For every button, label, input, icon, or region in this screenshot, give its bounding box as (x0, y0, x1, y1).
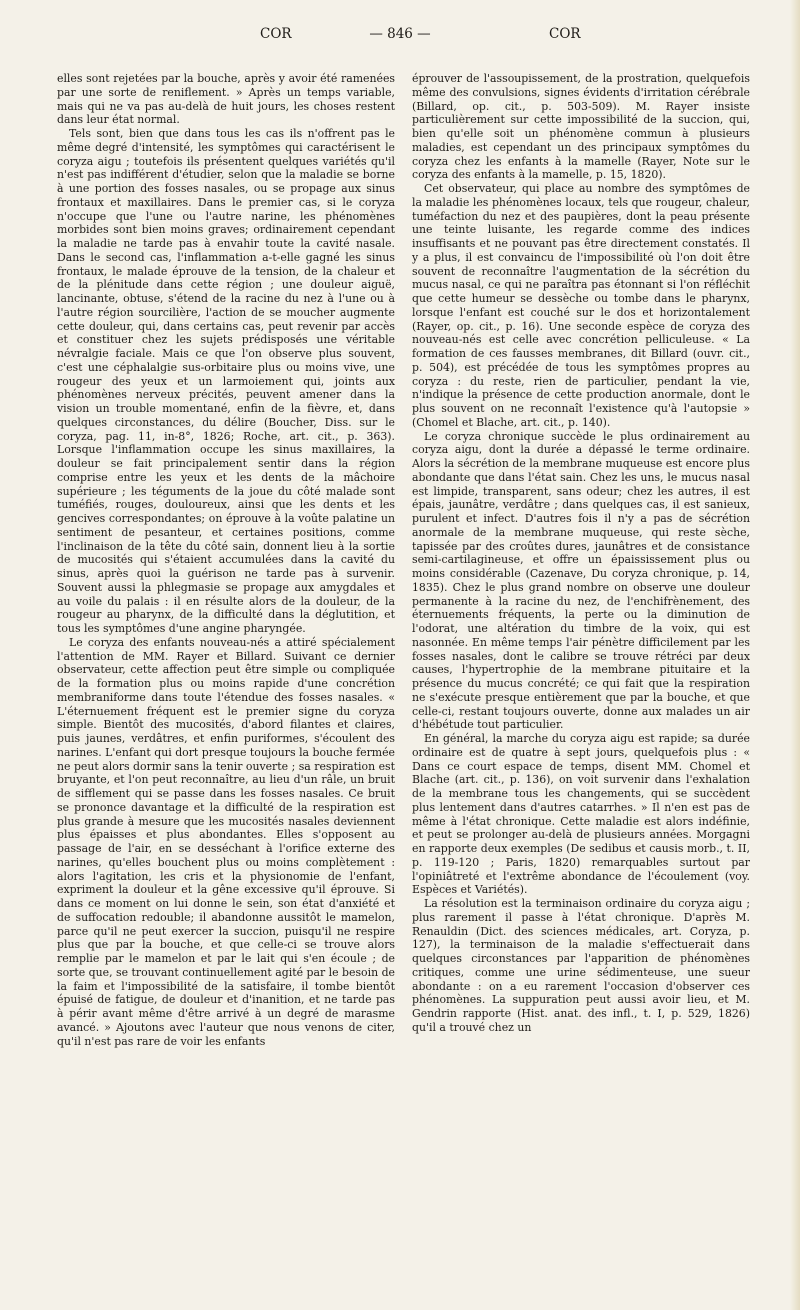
left-column (57, 72, 395, 1048)
header-left-word: COR (260, 26, 292, 42)
right-column (412, 72, 750, 1035)
paragraph: éprouver de l'assoupissement, de la prostration, quelquefois même des convulsions, signes évidents d'irritation cérébrale (Billard, op. cit., p. 503-509). M. Rayer insiste particulièrement sur cette impossibilité de la succion, qui, bien qu'elle soit un phénomène commun à plusieurs maladies, est cependant un des principaux symptômes du coryza chez les enfants à la mamelle (Rayer, Note sur le coryza des enfants à la mamelle, p. 15, 1820). (412, 72, 750, 182)
page-edge-shadow (790, 0, 800, 1310)
paragraph: Le coryza chronique succède le plus ordinairement au coryza aigu, dont la durée a dépassé le terme ordinaire. Alors la sécrétion de la membrane muqueuse est encore plus abondante que dans l'état sain. Chez les uns, le mucus nasal est limpide, transparent, sans odeur; chez les autres, il est épais, jaunâtre, verdâtre ; dans quelques cas, il est sanieux, purulent et infect. D'autres fois il n'y a pas de sécrétion anormale de la membrane muqueuse, qui reste sèche, tapissée par des croûtes dures, jaunâtres et de consistance semi-cartilagineuse, et offre un épaississement plus ou moins considérable (Cazenave, Du coryza chronique, p. 14, 1835). Chez le plus grand nombre on observe une douleur permanente à la racine du nez, de l'enchifrènement, des éternuements fréquents, la perte ou la diminution de l'odorat, une altération du timbre de la voix, qui est nasonnée. En même temps l'air pénètre difficilement par les fosses nasales, dont le calibre se trouve rétréci par deux causes, l'hypertrophie de la membrane pituitaire et la présence du mucus concrété; ce qui fait que la respiration ne s'exécute presque entièrement que par la bouche, et que celle-ci, restant toujours ouverte, donne aux malades un air d'hébétude tout particulier. (412, 429, 750, 732)
paragraph: La résolution est la terminaison ordinaire du coryza aigu ; plus rarement il passe à l'état chronique. D'après M. Renauldin (Dict. des sciences médicales, art. Coryza, p. 127), la terminaison de la maladie s'effectuerait dans quelques circonstances par l'apparition de phénomènes critiques, comme une urine sédimenteuse, une sueur abondante : on a eu rarement l'occasion d'observer ces phénomènes. La suppuration peut aussi avoir lieu, et M. Gendrin rapporte (Hist. anat. des infl., t. I, p. 529, 1826) qu'il a trouvé chez un (412, 897, 750, 1034)
paragraph: Cet observateur, qui place au nombre des symptômes de la maladie les phénomènes locaux, tels que rougeur, chaleur, tuméfaction du nez et des paupières, dont la peau présente une teinte luisante, les regarde comme des indices insuffisants et ne pouvant pas être directement constatés. Il y a plus, il est convaincu de l'impossibilité où l'on doit être souvent de reconnaître l'augmentation de la sécrétion du mucus nasal, ce qui ne paraîtra pas étonnant si l'on réfléchit que cette humeur se dessèche ou tombe dans le pharynx, lorsque l'enfant est couché sur le dos et horizontalement (Rayer, op. cit., p. 16). Une seconde espèce de coryza des nouveau-nés est celle avec concrétion pelliculeuse. « La formation de ces fausses membranes, dit Billard (ouvr. cit., p. 504), est précédée de tous les symptômes propres au coryza : du reste, rien de particulier, pendant la vie, n'indique la présence de cette production anormale, dont le plus souvent on ne reconnaît l'existence qu'à l'autopsie » (Chomel et Blache, art. cit., p. 140). (412, 182, 750, 429)
running-header (0, 26, 800, 50)
paragraph: elles sont rejetées par la bouche, après y avoir été ramenées par une sorte de reniflement. » Après un temps variable, mais qui ne va pas au-delà de huit jours, les choses restent dans leur état normal. (57, 72, 395, 127)
page-number: — 846 — (369, 26, 431, 42)
paragraph: Tels sont, bien que dans tous les cas ils n'offrent pas le même degré d'intensité, les symptômes qui caractérisent le coryza aigu ; toutefois ils présentent quelques variétés qu'il n'est pas indifférent d'étudier, selon que la maladie se borne à une portion des fosses nasales, ou se propage aux sinus frontaux et maxillaires. Dans le premier cas, si le coryza n'occupe que l'une ou l'autre narine, les phénomènes morbides sont bien moins graves; ordinairement cependant la maladie ne tarde pas à envahir toute la cavité nasale. Dans le second cas, l'inflammation a-t-elle gagné les sinus frontaux, le malade éprouve de la tension, de la chaleur et de la plénitude dans cette région ; une douleur aiguë, lancinante, obtuse, s'étend de la racine du nez à l'une ou à l'autre région sourcilière, l'action de se moucher augmente cette douleur, qui, dans certains cas, peut revenir par accès et constituer chez les sujets prédisposés une véritable névralgie faciale. Mais ce que l'on observe plus souvent, c'est une céphalalgie sus-orbitaire plus ou moins vive, une rougeur des yeux et un larmoiement qui, joints aux phénomènes nerveux précités, peuvent amener dans la vision un trouble momentané, enfin de la fièvre, et, dans quelques circonstances, du délire (Boucher, Diss. sur le coryza, pag. 11, in-8°, 1826; Roche, art. cit., p. 363). Lorsque l'inflammation occupe les sinus maxillaires, la douleur se fait principalement sentir dans la région comprise entre les yeux et les dents de la mâchoire supérieure ; les téguments de la joue du côté malade sont tuméfiés, rouges, douloureux, ainsi que les dents et les gencives correspondantes; on éprouve à la voûte palatine un sentiment de pesanteur, et certaines positions, comme l'inclinaison de la tête du côté sain, donnent lieu à la sortie de mucosités qui s'étaient accumulées dans la cavité du sinus, après quoi la guérison ne tarde pas à survenir. Souvent aussi la phlegmasie se propage aux amygdales et au voile du palais : il en résulte alors de la douleur, de la rougeur au pharynx, de la difficulté dans la déglutition, et tous les symptômes d'une angine pharyngée. (57, 127, 395, 635)
header-right-word: COR (549, 26, 581, 42)
paragraph: Le coryza des enfants nouveau-nés a attiré spécialement l'attention de MM. Rayer et Billard. Suivant ce dernier observateur, cette affection peut être simple ou compliquée de la formation plus ou moins rapide d'une concrétion membraniforme dans toute l'étendue des fosses nasales. « L'éternuement fréquent est le premier signe du coryza simple. Bientôt des mucosités, d'abord filantes et claires, puis jaunes, verdâtres, et enfin puriformes, s'écoulent des narines. L'enfant qui dort presque toujours la bouche fermée ne peut alors dormir sans la tenir ouverte ; sa respiration est bruyante, et l'on peut reconnaître, au lieu d'un râle, un bruit de sifflement qui se passe dans les fosses nasales. Ce bruit se prononce davantage et la difficulté de la respiration est plus grande à mesure que les mucosités nasales deviennent plus épaisses et plus abondantes. Elles s'opposent au passage de l'air, en se desséchant à l'orifice externe des narines, qu'elles bouchent plus ou moins complètement : alors l'agitation, les cris et la physionomie de l'enfant, expriment la douleur et la gêne excessive qu'il éprouve. Si dans ce moment on lui donne le sein, son état d'anxiété et de suffocation redouble; il abandonne aussitôt le mamelon, parce qu'il ne peut exercer la succion, puisqu'il ne respire plus que par la bouche, et que celle-ci se trouve alors remplie par le mamelon et par le lait qui s'en écoule ; de sorte que, se trouvant continuellement agité par le besoin de la faim et l'impossibilité de la satisfaire, il tombe bientôt épuisé de fatigue, de douleur et d'inanition, et ne tarde pas à périr avant même d'être arrivé à un degré de marasme avancé. » Ajoutons avec l'auteur que nous venons de citer, qu'il n'est pas rare de voir les enfants (57, 635, 395, 1048)
paragraph: En général, la marche du coryza aigu est rapide; sa durée ordinaire est de quatre à sept jours, quelquefois plus : « Dans ce court espace de temps, disent MM. Chomel et Blache (art. cit., p. 136), on voit survenir dans l'exhalation de la membrane tous les changements, qui se succèdent plus lentement dans d'autres catarrhes. » Il n'en est pas de même à l'état chronique. Cette maladie est alors indéfinie, et peut se prolonger au-delà de plusieurs années. Morgagni en rapporte deux exemples (De sedibus et causis morb., t. II, p. 119-120 ; Paris, 1820) remarquables surtout par l'opiniâtreté et l'extrême abondance de l'écoulement (voy. Espèces et Variétés). (412, 732, 750, 897)
